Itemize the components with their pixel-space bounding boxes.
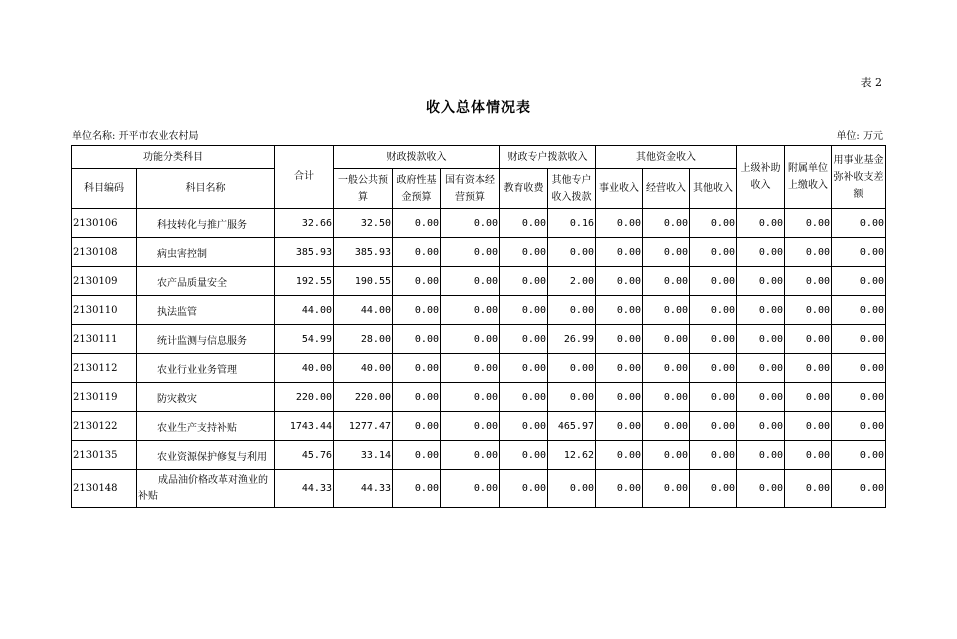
cell-value: 0.00 bbox=[737, 470, 785, 508]
header-operating-income: 经营收入 bbox=[643, 169, 690, 209]
cell-value: 0.00 bbox=[596, 412, 643, 441]
cell-value: 385.93 bbox=[275, 238, 334, 267]
table-row bbox=[72, 209, 886, 238]
cell-value: 0.16 bbox=[548, 209, 596, 238]
cell-value: 54.99 bbox=[275, 325, 334, 354]
header-gov-fund: 政府性基金预算 bbox=[393, 169, 441, 209]
cell-value: 0.00 bbox=[785, 209, 832, 238]
subject-code: 2130108 bbox=[72, 238, 137, 267]
cell-value: 40.00 bbox=[275, 354, 334, 383]
cell-value: 0.00 bbox=[500, 267, 548, 296]
cell-value: 220.00 bbox=[334, 383, 393, 412]
subject-code: 2130110 bbox=[72, 296, 137, 325]
subject-name: 执法监管 bbox=[137, 296, 275, 325]
cell-value: 0.00 bbox=[441, 470, 500, 508]
cell-value: 0.00 bbox=[832, 209, 886, 238]
table-row bbox=[72, 267, 886, 296]
cell-value: 0.00 bbox=[548, 470, 596, 508]
subject-code: 2130135 bbox=[72, 441, 137, 470]
cell-value: 0.00 bbox=[832, 441, 886, 470]
cell-value: 0.00 bbox=[785, 383, 832, 412]
cell-value: 32.66 bbox=[275, 209, 334, 238]
cell-value: 0.00 bbox=[393, 412, 441, 441]
cell-value: 26.99 bbox=[548, 325, 596, 354]
cell-value: 0.00 bbox=[596, 267, 643, 296]
cell-value: 0.00 bbox=[643, 354, 690, 383]
cell-value: 0.00 bbox=[393, 296, 441, 325]
cell-value: 0.00 bbox=[737, 441, 785, 470]
cell-value: 0.00 bbox=[690, 412, 737, 441]
cell-value: 0.00 bbox=[643, 238, 690, 267]
cell-value: 0.00 bbox=[441, 441, 500, 470]
cell-value: 0.00 bbox=[832, 470, 886, 508]
cell-value: 220.00 bbox=[275, 383, 334, 412]
cell-value: 0.00 bbox=[643, 412, 690, 441]
cell-value: 0.00 bbox=[643, 209, 690, 238]
header-other-special: 其他专户收入拨款 bbox=[548, 169, 596, 209]
cell-value: 0.00 bbox=[500, 296, 548, 325]
cell-value: 0.00 bbox=[596, 383, 643, 412]
table-row bbox=[72, 354, 886, 383]
cell-value: 0.00 bbox=[737, 383, 785, 412]
subject-name: 科技转化与推广服务 bbox=[137, 209, 275, 238]
cell-value: 44.00 bbox=[275, 296, 334, 325]
cell-value: 0.00 bbox=[832, 267, 886, 296]
cell-value: 0.00 bbox=[643, 296, 690, 325]
subject-name: 农产品质量安全 bbox=[137, 267, 275, 296]
header-special-group: 财政专户拨款收入 bbox=[500, 146, 596, 169]
cell-value: 0.00 bbox=[441, 383, 500, 412]
cell-value: 0.00 bbox=[690, 238, 737, 267]
cell-value: 0.00 bbox=[596, 354, 643, 383]
cell-value: 0.00 bbox=[500, 412, 548, 441]
cell-value: 0.00 bbox=[785, 238, 832, 267]
cell-value: 0.00 bbox=[596, 441, 643, 470]
cell-value: 0.00 bbox=[596, 470, 643, 508]
cell-value: 0.00 bbox=[832, 325, 886, 354]
cell-value: 0.00 bbox=[393, 354, 441, 383]
cell-value: 0.00 bbox=[785, 267, 832, 296]
cell-value: 0.00 bbox=[393, 267, 441, 296]
cell-value: 0.00 bbox=[393, 383, 441, 412]
cell-value: 0.00 bbox=[737, 354, 785, 383]
header-education-fee: 教育收费 bbox=[500, 169, 548, 209]
cell-value: 0.00 bbox=[441, 354, 500, 383]
cell-value: 0.00 bbox=[690, 296, 737, 325]
cell-value: 0.00 bbox=[393, 441, 441, 470]
cell-value: 0.00 bbox=[643, 470, 690, 508]
cell-value: 44.00 bbox=[334, 296, 393, 325]
cell-value: 0.00 bbox=[785, 441, 832, 470]
table-row bbox=[72, 296, 886, 325]
cell-value: 0.00 bbox=[643, 383, 690, 412]
cell-value: 44.33 bbox=[334, 470, 393, 508]
cell-value: 0.00 bbox=[785, 470, 832, 508]
cell-value: 190.55 bbox=[334, 267, 393, 296]
header-business-income: 事业收入 bbox=[596, 169, 643, 209]
cell-value: 0.00 bbox=[643, 267, 690, 296]
subject-code: 2130122 bbox=[72, 412, 137, 441]
cell-value: 33.14 bbox=[334, 441, 393, 470]
cell-value: 12.62 bbox=[548, 441, 596, 470]
cell-value: 0.00 bbox=[643, 325, 690, 354]
cell-value: 0.00 bbox=[393, 470, 441, 508]
cell-value: 0.00 bbox=[737, 412, 785, 441]
cell-value: 45.76 bbox=[275, 441, 334, 470]
header-total: 合计 bbox=[275, 146, 334, 209]
header-code: 科目编码 bbox=[72, 169, 137, 209]
cell-value: 0.00 bbox=[832, 238, 886, 267]
table-row bbox=[72, 325, 886, 354]
cell-value: 0.00 bbox=[690, 354, 737, 383]
cell-value: 0.00 bbox=[737, 296, 785, 325]
cell-value: 0.00 bbox=[737, 267, 785, 296]
cell-value: 0.00 bbox=[785, 412, 832, 441]
cell-value: 0.00 bbox=[785, 296, 832, 325]
cell-value: 32.50 bbox=[334, 209, 393, 238]
subject-code: 2130109 bbox=[72, 267, 137, 296]
table-row bbox=[72, 441, 886, 470]
header-func-group: 功能分类科目 bbox=[72, 146, 275, 169]
cell-value: 0.00 bbox=[596, 238, 643, 267]
cell-value: 0.00 bbox=[441, 238, 500, 267]
cell-value: 0.00 bbox=[500, 209, 548, 238]
cell-value: 0.00 bbox=[643, 441, 690, 470]
cell-value: 1277.47 bbox=[334, 412, 393, 441]
cell-value: 192.55 bbox=[275, 267, 334, 296]
subject-name: 成品油价格改革对渔业的补贴 bbox=[137, 470, 275, 508]
cell-value: 0.00 bbox=[690, 470, 737, 508]
cell-value: 0.00 bbox=[441, 296, 500, 325]
cell-value: 0.00 bbox=[785, 354, 832, 383]
cell-value: 0.00 bbox=[500, 470, 548, 508]
subject-name: 农业生产支持补贴 bbox=[137, 412, 275, 441]
cell-value: 0.00 bbox=[548, 383, 596, 412]
cell-value: 0.00 bbox=[500, 354, 548, 383]
table-row bbox=[72, 412, 886, 441]
header-general-budget: 一般公共预算 bbox=[334, 169, 393, 209]
cell-value: 0.00 bbox=[441, 412, 500, 441]
cell-value: 0.00 bbox=[393, 325, 441, 354]
subject-code: 2130106 bbox=[72, 209, 137, 238]
subject-name: 病虫害控制 bbox=[137, 238, 275, 267]
cell-value: 0.00 bbox=[500, 441, 548, 470]
cell-value: 0.00 bbox=[548, 238, 596, 267]
header-other-income: 其他收入 bbox=[690, 169, 737, 209]
cell-value: 0.00 bbox=[737, 209, 785, 238]
cell-value: 0.00 bbox=[832, 354, 886, 383]
header-other-group: 其他资金收入 bbox=[596, 146, 737, 169]
subject-code: 2130119 bbox=[72, 383, 137, 412]
cell-value: 0.00 bbox=[737, 238, 785, 267]
subject-name: 防灾救灾 bbox=[137, 383, 275, 412]
cell-value: 0.00 bbox=[548, 354, 596, 383]
cell-value: 0.00 bbox=[596, 296, 643, 325]
cell-value: 0.00 bbox=[785, 325, 832, 354]
cell-value: 0.00 bbox=[690, 383, 737, 412]
cell-value: 0.00 bbox=[393, 238, 441, 267]
cell-value: 0.00 bbox=[500, 238, 548, 267]
unit-name-label: 单位名称: 开平市农业农村局 bbox=[72, 131, 199, 142]
income-summary-table bbox=[71, 145, 886, 508]
subject-name: 农业资源保护修复与利用 bbox=[137, 441, 275, 470]
cell-value: 0.00 bbox=[441, 325, 500, 354]
cell-value: 0.00 bbox=[690, 441, 737, 470]
cell-value: 0.00 bbox=[832, 383, 886, 412]
header-name: 科目名称 bbox=[137, 169, 275, 209]
cell-value: 1743.44 bbox=[275, 412, 334, 441]
cell-value: 44.33 bbox=[275, 470, 334, 508]
cell-value: 0.00 bbox=[441, 267, 500, 296]
cell-value: 0.00 bbox=[500, 325, 548, 354]
cell-value: 0.00 bbox=[596, 325, 643, 354]
cell-value: 0.00 bbox=[690, 209, 737, 238]
header-fund-balance: 用事业基金弥补收支差额 bbox=[832, 146, 886, 209]
cell-value: 0.00 bbox=[500, 383, 548, 412]
table-number: 表 2 bbox=[860, 76, 882, 89]
header-state-capital: 国有资本经营预算 bbox=[441, 169, 500, 209]
table-row bbox=[72, 383, 886, 412]
subject-name: 农业行业业务管理 bbox=[137, 354, 275, 383]
cell-value: 2.00 bbox=[548, 267, 596, 296]
cell-value: 0.00 bbox=[393, 209, 441, 238]
cell-value: 0.00 bbox=[596, 209, 643, 238]
subject-code: 2130112 bbox=[72, 354, 137, 383]
header-affiliated: 附属单位上缴收入 bbox=[785, 146, 832, 209]
subject-name: 统计监测与信息服务 bbox=[137, 325, 275, 354]
cell-value: 0.00 bbox=[441, 209, 500, 238]
subject-code: 2130148 bbox=[72, 470, 137, 508]
cell-value: 0.00 bbox=[690, 325, 737, 354]
cell-value: 385.93 bbox=[334, 238, 393, 267]
cell-value: 0.00 bbox=[690, 267, 737, 296]
cell-value: 40.00 bbox=[334, 354, 393, 383]
header-superior-subsidy: 上级补助收入 bbox=[737, 146, 785, 209]
cell-value: 465.97 bbox=[548, 412, 596, 441]
cell-value: 0.00 bbox=[548, 296, 596, 325]
cell-value: 28.00 bbox=[334, 325, 393, 354]
page-title: 收入总体情况表 bbox=[426, 100, 531, 116]
currency-unit-label: 单位: 万元 bbox=[836, 131, 883, 142]
cell-value: 0.00 bbox=[832, 296, 886, 325]
cell-value: 0.00 bbox=[737, 325, 785, 354]
subject-code: 2130111 bbox=[72, 325, 137, 354]
header-fiscal-group: 财政拨款收入 bbox=[334, 146, 500, 169]
table-row bbox=[72, 470, 886, 508]
cell-value: 0.00 bbox=[832, 412, 886, 441]
table-row bbox=[72, 238, 886, 267]
